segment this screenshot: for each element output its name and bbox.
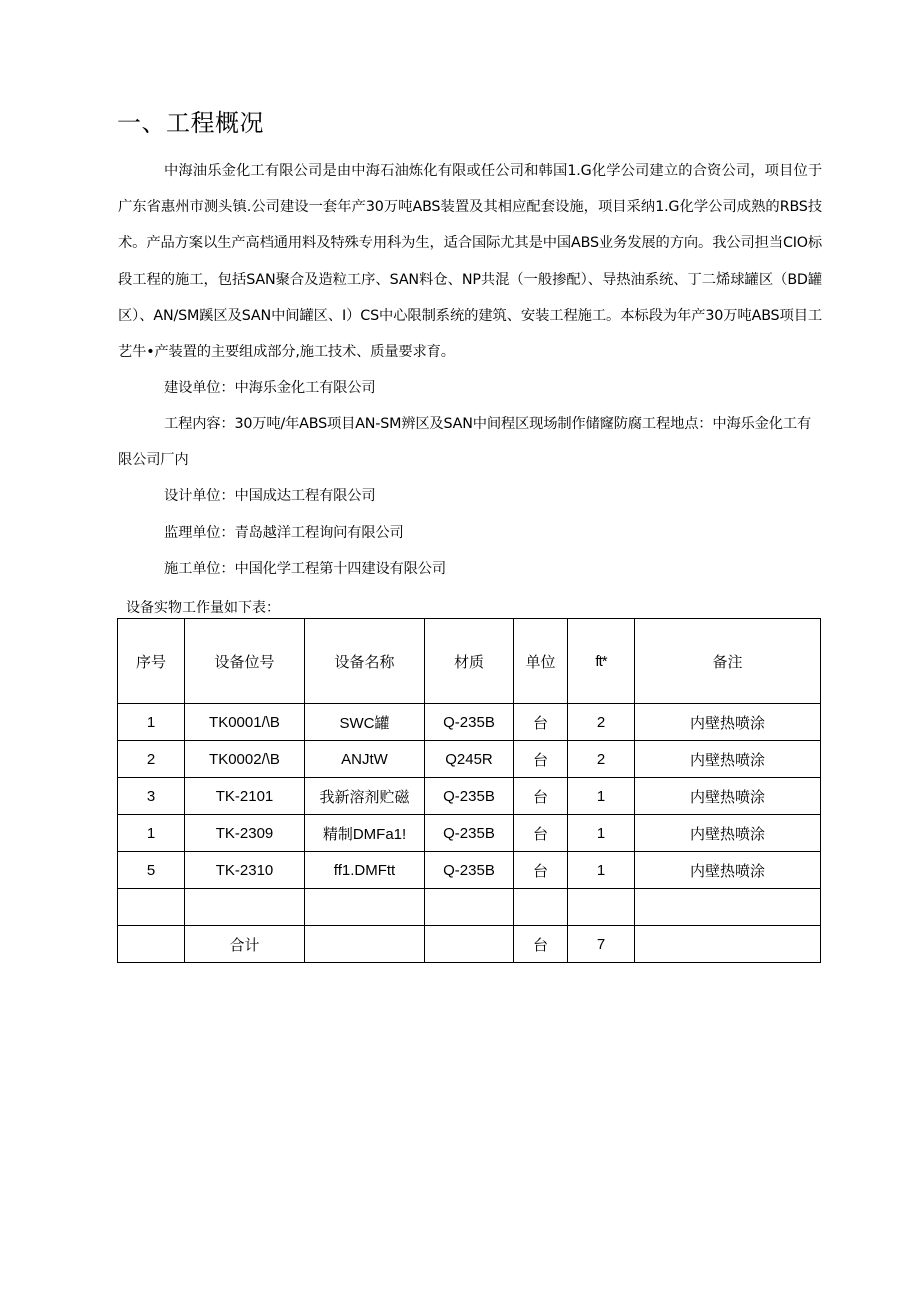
- table-cell: 台: [514, 704, 568, 741]
- section-heading: 一、工程概况: [117, 109, 264, 137]
- total-unit: 台: [514, 926, 568, 963]
- table-row: [118, 704, 821, 741]
- table-cell: 内壁热喷涂: [635, 778, 821, 815]
- table-cell: [635, 889, 821, 926]
- table-total-row: [118, 926, 821, 963]
- table-cell: [425, 889, 514, 926]
- equipment-table: [117, 618, 821, 963]
- total-label: 合计: [185, 926, 305, 963]
- table-cell: 内壁热喷涂: [635, 704, 821, 741]
- table-row: [118, 852, 821, 889]
- table-cell: 精制DMFa1!: [305, 815, 425, 852]
- table-cell: 5: [118, 852, 185, 889]
- table-cell: [514, 889, 568, 926]
- table-cell: SWC罐: [305, 704, 425, 741]
- table-cell: 1: [118, 815, 185, 852]
- table-cell: [425, 926, 514, 963]
- table-cell: Q245R: [425, 741, 514, 778]
- table-cell: TK-2101: [185, 778, 305, 815]
- header-cell: 设备位号: [185, 619, 305, 704]
- table-cell: [118, 926, 185, 963]
- contractor-line: 施工单位：中国化学工程第十四建设有限公司: [164, 561, 446, 577]
- table-cell: TK0002/\B: [185, 741, 305, 778]
- table-cell: Q-235B: [425, 704, 514, 741]
- table-cell: 内壁热喷涂: [635, 852, 821, 889]
- table-cell: TK0001/\B: [185, 704, 305, 741]
- table-cell: Q-235B: [425, 852, 514, 889]
- table-cell: 2: [568, 704, 635, 741]
- header-cell: ft*: [568, 619, 635, 704]
- header-cell: 序号: [118, 619, 185, 704]
- table-cell: TK-2310: [185, 852, 305, 889]
- intro-paragraph: 中海油乐金化工有限公司是由中海石油炼化有限或任公司和韩国1.G化学公司建立的合资公司，项目位于广东省惠州市测头镇.公司建设一套年产30万吨ABS装置及其相应配套设施，项目采纳1.G化学公司成熟的RBS技术。产品方案以生产高档通用料及特殊专用科为生，适合国际尤其是中国ABS业务发展的方向。我公司担当CIO标段工程的施工，包括SAN聚合及造粒工序、SAN料仓、NP共混（一般掺配）、导热油系统、丁二烯球罐区（BD罐区）、AN/SM蹊区及SAN中间罐区、I）CS中心限制系统的建筑、安装工程施工。本标段为年产30万吨ABS项目工艺牛•产装置的主要组成部分,施工技术、质量要求育。: [118, 163, 822, 361]
- table-caption: 设备实物工作量如下表：: [126, 600, 280, 616]
- table-cell: 内壁热喷涂: [635, 741, 821, 778]
- table-cell: Q-235B: [425, 778, 514, 815]
- table-row: [118, 889, 821, 926]
- table-cell: 内壁热喷涂: [635, 815, 821, 852]
- table-cell: [305, 926, 425, 963]
- table-header-row: [118, 619, 821, 704]
- table-cell: [185, 889, 305, 926]
- table-cell: Q-235B: [425, 815, 514, 852]
- table-cell: 台: [514, 778, 568, 815]
- table-cell: [635, 926, 821, 963]
- supervisor-line: 监理单位：青岛越洋工程询问有限公司: [164, 525, 404, 541]
- table-cell: [568, 889, 635, 926]
- table-row: [118, 815, 821, 852]
- table-row: [118, 778, 821, 815]
- table-cell: [118, 889, 185, 926]
- header-cell: 单位: [514, 619, 568, 704]
- table-cell: 1: [568, 815, 635, 852]
- total-qty: 7: [568, 926, 635, 963]
- builder-line: 建设单位：中海乐金化工有限公司: [164, 380, 376, 396]
- header-cell: 备注: [635, 619, 821, 704]
- table-cell: 台: [514, 852, 568, 889]
- table-cell: [305, 889, 425, 926]
- table-cell: ANJtW: [305, 741, 425, 778]
- table-cell: 1: [118, 704, 185, 741]
- table-cell: 台: [514, 741, 568, 778]
- table-cell: TK-2309: [185, 815, 305, 852]
- designer-line: 设计单位：中国成达工程有限公司: [164, 488, 376, 504]
- header-cell: 材质: [425, 619, 514, 704]
- table-cell: 2: [568, 741, 635, 778]
- table-cell: 台: [514, 815, 568, 852]
- table-cell: 1: [568, 778, 635, 815]
- table-cell: ff1.DMFtt: [305, 852, 425, 889]
- content-line: 工程内容：30万吨/年ABS项目AN-SM辨区及SAN中间程区现场制作储窿防腐工程地点：中海乐金化工有限公司厂内: [118, 416, 812, 468]
- table-row: [118, 741, 821, 778]
- table-cell: 我新溶剂贮磁: [305, 778, 425, 815]
- table-cell: 2: [118, 741, 185, 778]
- table-cell: 3: [118, 778, 185, 815]
- table-cell: 1: [568, 852, 635, 889]
- header-cell: 设备名称: [305, 619, 425, 704]
